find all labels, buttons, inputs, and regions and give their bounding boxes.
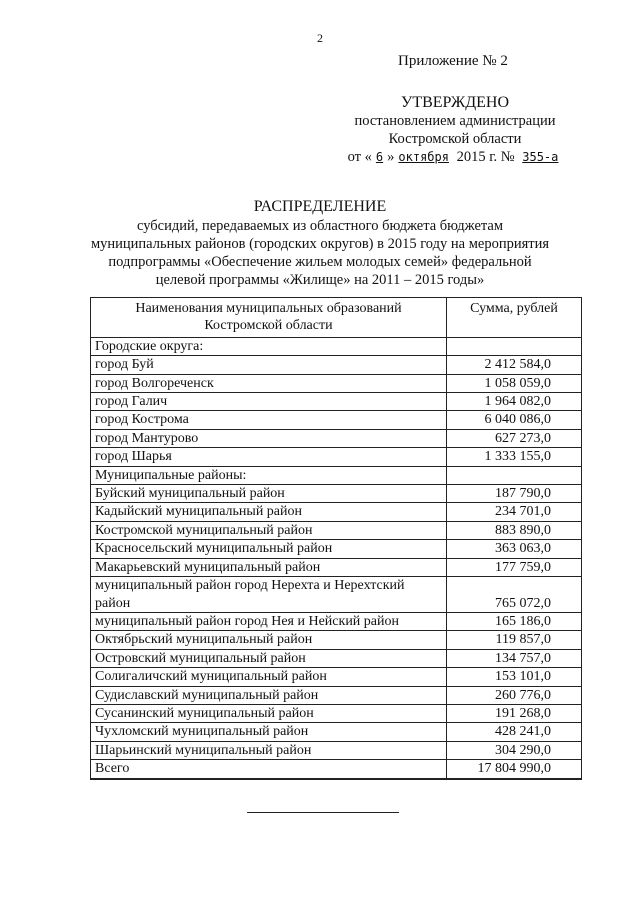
table-row bbox=[91, 393, 582, 411]
approval-block bbox=[330, 94, 580, 166]
table-row bbox=[91, 411, 582, 429]
subsidy-table bbox=[90, 297, 582, 780]
title-line-1: субсидий, передаваемых из областного бюджета бюджетам bbox=[136, 218, 504, 234]
date-year: 2015 г. № bbox=[456, 149, 515, 165]
row-amount: 2 412 584,0 bbox=[447, 356, 582, 374]
row-municipality: Октябрьский муниципальный район bbox=[91, 631, 447, 649]
row-amount: 153 101,0 bbox=[447, 668, 582, 686]
table-row bbox=[91, 448, 582, 466]
row-amount: 627 273,0 bbox=[447, 429, 582, 447]
date-prefix: от « bbox=[347, 149, 372, 165]
row-municipality: Чухломский муниципальный район bbox=[91, 723, 447, 741]
table-row bbox=[91, 540, 582, 558]
approved-heading: УТВЕРЖДЕНО bbox=[400, 94, 509, 111]
row-amount: 134 757,0 bbox=[447, 649, 582, 667]
row-amount: 1 333 155,0 bbox=[447, 448, 582, 466]
table-body bbox=[91, 337, 582, 778]
date-mid: » bbox=[387, 149, 395, 165]
title-line-3: подпрограммы «Обеспечение жильем молодых семей» федеральной bbox=[108, 254, 532, 270]
document-title bbox=[60, 197, 580, 289]
approval-line-1: постановлением администрации bbox=[354, 113, 556, 129]
row-municipality: Судиславский муниципальный район bbox=[91, 686, 447, 704]
table-row bbox=[91, 631, 582, 649]
row-amount: 165 186,0 bbox=[447, 612, 582, 630]
row-amount: 1 964 082,0 bbox=[447, 393, 582, 411]
table-row bbox=[91, 723, 582, 741]
table-row bbox=[91, 337, 582, 355]
row-amount: 6 040 086,0 bbox=[447, 411, 582, 429]
order-number: 355-а bbox=[522, 150, 559, 164]
row-amount: 17 804 990,0 bbox=[447, 760, 582, 779]
row-amount: 428 241,0 bbox=[447, 723, 582, 741]
row-municipality: Городские округа: bbox=[91, 337, 447, 355]
row-municipality: муниципальный район город Нея и Нейский район bbox=[91, 612, 447, 630]
header-amount: Сумма, рублей bbox=[447, 298, 582, 338]
row-amount: 1 058 059,0 bbox=[447, 374, 582, 392]
table-row bbox=[91, 356, 582, 374]
row-municipality: город Мантурово bbox=[91, 429, 447, 447]
row-municipality: Островский муниципальный район bbox=[91, 649, 447, 667]
annex-label: Приложение № 2 bbox=[398, 53, 508, 69]
date-day: 6 bbox=[375, 150, 384, 164]
title-heading: РАСПРЕДЕЛЕНИЕ bbox=[253, 198, 387, 215]
table-row bbox=[91, 429, 582, 447]
table-row bbox=[91, 558, 582, 576]
table-row bbox=[91, 485, 582, 503]
row-amount: 883 890,0 bbox=[447, 521, 582, 539]
table-row bbox=[91, 466, 582, 484]
row-amount bbox=[447, 337, 582, 355]
row-municipality: Сусанинский муниципальный район bbox=[91, 704, 447, 722]
table-row bbox=[91, 521, 582, 539]
row-municipality: Кадыйский муниципальный район bbox=[91, 503, 447, 521]
row-municipality: муниципальный район город Нерехта и Нерехтский район bbox=[91, 577, 447, 613]
table-row bbox=[91, 668, 582, 686]
closing-line bbox=[247, 812, 399, 813]
row-municipality: Солигаличский муниципальный район bbox=[91, 668, 447, 686]
table-row bbox=[91, 577, 582, 613]
table-row bbox=[91, 741, 582, 759]
row-municipality: Шарьинский муниципальный район bbox=[91, 741, 447, 759]
row-amount: 363 063,0 bbox=[447, 540, 582, 558]
row-municipality: город Буй bbox=[91, 356, 447, 374]
row-amount: 119 857,0 bbox=[447, 631, 582, 649]
table-row bbox=[91, 503, 582, 521]
row-municipality: город Кострома bbox=[91, 411, 447, 429]
row-amount: 765 072,0 bbox=[447, 577, 582, 613]
row-municipality: Муниципальные районы: bbox=[91, 466, 447, 484]
row-municipality: Макарьевский муниципальный район bbox=[91, 558, 447, 576]
row-municipality: город Шарья bbox=[91, 448, 447, 466]
row-municipality: Красносельский муниципальный район bbox=[91, 540, 447, 558]
header-municipality: Наименования муниципальных образований Костромской области bbox=[91, 298, 447, 338]
row-amount: 234 701,0 bbox=[447, 503, 582, 521]
date-month: октября bbox=[398, 150, 449, 164]
approval-line-2: Костромской области bbox=[388, 131, 522, 147]
row-amount: 191 268,0 bbox=[447, 704, 582, 722]
table-header-row bbox=[91, 298, 582, 338]
row-municipality: Костромской муниципальный район bbox=[91, 521, 447, 539]
row-municipality: Буйский муниципальный район bbox=[91, 485, 447, 503]
row-municipality: город Волгореченск bbox=[91, 374, 447, 392]
table-row bbox=[91, 760, 582, 779]
row-municipality: город Галич bbox=[91, 393, 447, 411]
row-amount: 187 790,0 bbox=[447, 485, 582, 503]
order-date-line bbox=[330, 148, 580, 166]
table-row bbox=[91, 612, 582, 630]
page-number: 2 bbox=[317, 31, 323, 45]
row-amount bbox=[447, 466, 582, 484]
row-amount: 177 759,0 bbox=[447, 558, 582, 576]
row-municipality: Всего bbox=[91, 760, 447, 779]
table-row bbox=[91, 374, 582, 392]
row-amount: 304 290,0 bbox=[447, 741, 582, 759]
table-row bbox=[91, 704, 582, 722]
row-amount: 260 776,0 bbox=[447, 686, 582, 704]
title-line-2: муниципальных районов (городских округов) в 2015 году на мероприятия bbox=[90, 236, 550, 252]
title-line-4: целевой программы «Жилище» на 2011 – 2015 годы» bbox=[155, 272, 485, 288]
table-row bbox=[91, 686, 582, 704]
table-row bbox=[91, 649, 582, 667]
